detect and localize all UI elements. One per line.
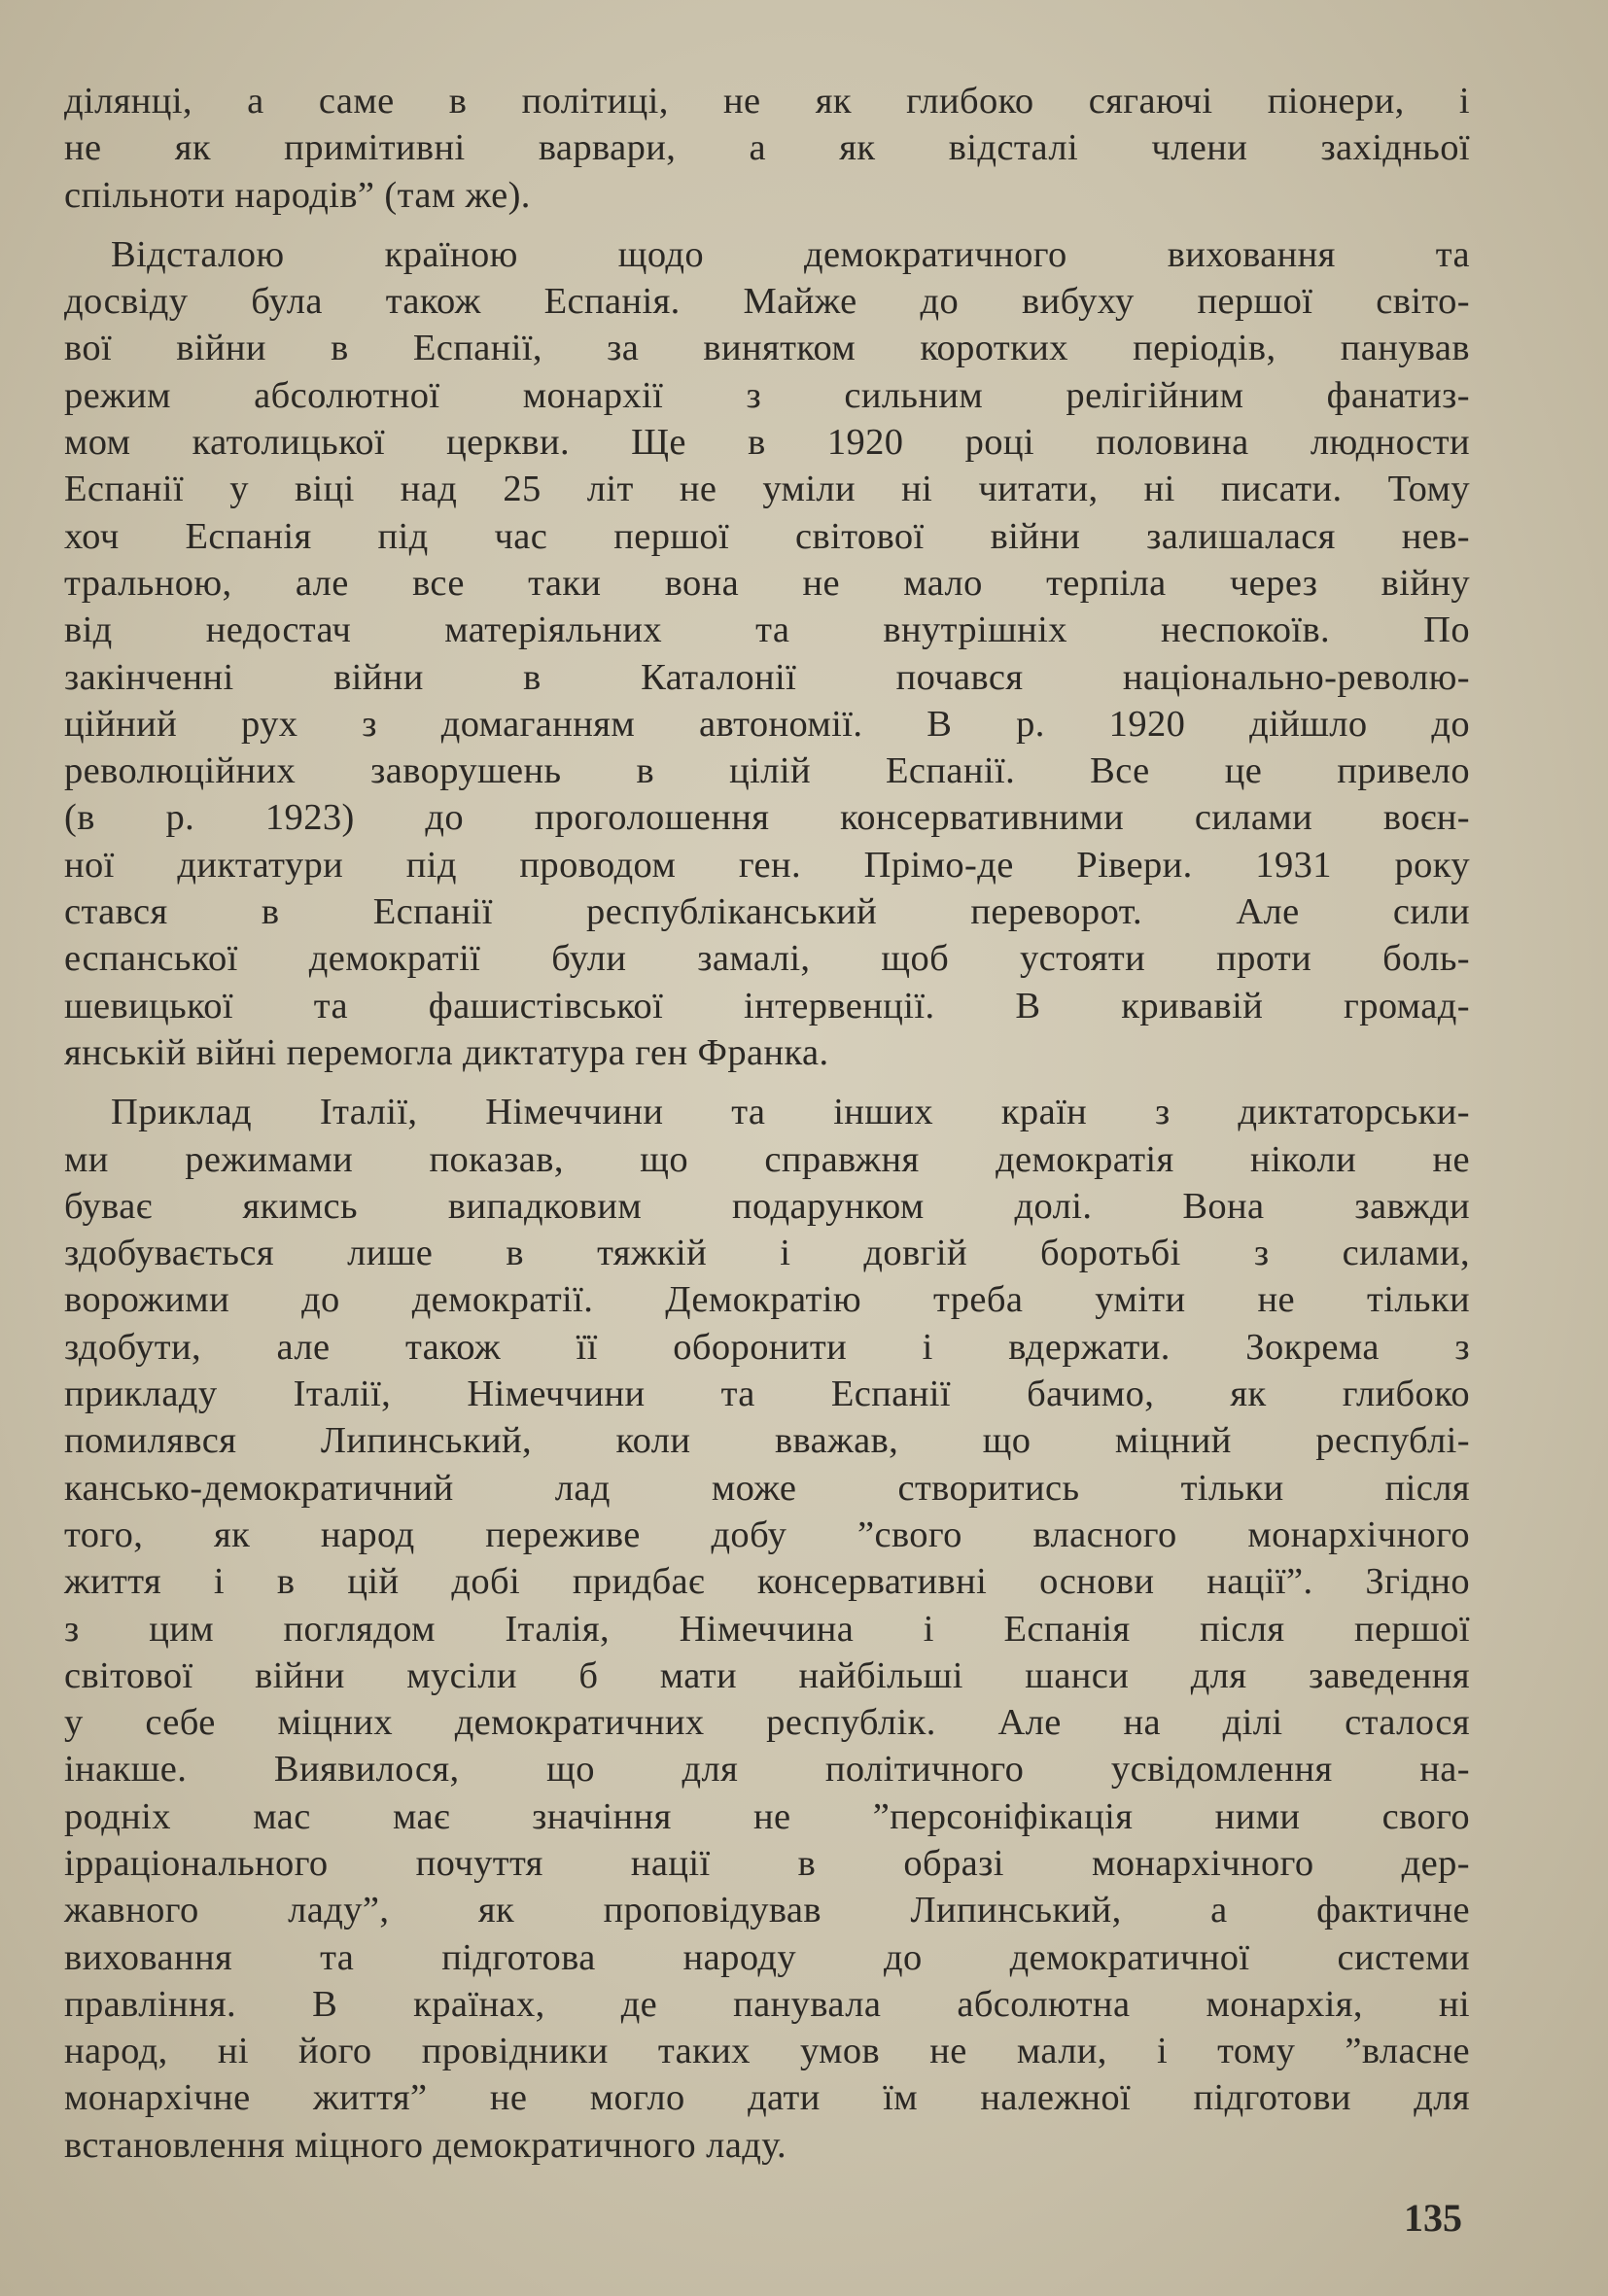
text-line: ційний рух з домаганням автономії. В р. 1920 дійшло до [64, 703, 1470, 745]
text-line: стався в Еспанії республіканський переворот. Але сили [64, 891, 1470, 933]
text-line: досвіду була також Еспанія. Майже до вибуху першої світо- [64, 281, 1470, 323]
text-line: Відсталою країною щодо демократичного виховання та [111, 233, 1470, 275]
text-line: народ, ні його провідники таких умов не мали, і тому ”власне [64, 2031, 1470, 2072]
text-line: спільноти народів” (там же). [64, 174, 531, 216]
text-line: ми режимами показав, що справжня демократія ніколи не [64, 1138, 1470, 1180]
text-line: ірраціонального почуття нації в образі монархічного дер- [64, 1842, 1470, 1884]
text-line: від недостач матеріяльних та внутрішніх неспокоїв. По [64, 609, 1470, 651]
text-line: шевицької та фашистівської інтервенції. В кривавій громад- [64, 985, 1470, 1026]
page-number: 135 [1404, 2196, 1462, 2240]
text-line: з цим поглядом Італія, Німеччина і Еспанія після першої [64, 1608, 1470, 1650]
text-line: буває якимсь випадковим подарунком долі. Вона завжди [64, 1185, 1470, 1227]
text-line: помилявся Липинський, коли вважав, що міцний республі- [64, 1420, 1470, 1462]
text-line: кансько-демократичний лад може створитись тільки після [64, 1467, 1470, 1509]
text-line: тральною, але все таки вона не мало терпіла через війну [64, 562, 1470, 604]
text-line: не як примітивні варвари, а як відсталі члени західньої [64, 127, 1470, 169]
text-line: мом католицької церкви. Ще в 1920 році половина людности [64, 422, 1470, 464]
text-line: Еспанії у віці над 25 літ не уміли ні читати, ні писати. Тому [64, 469, 1470, 510]
text-line: родніх мас має значіння не ”персоніфікація ними свого [64, 1795, 1470, 1837]
text-line: янській війні перемогла диктатура ген Франка. [64, 1031, 829, 1073]
text-line: здобути, але також її оборонити і вдержати. Зокрема з [64, 1326, 1470, 1368]
text-line: ної диктатури під проводом ген. Прімо-де Рівери. 1931 року [64, 844, 1470, 886]
text-line: того, як народ переживе добу ”свого власного монархічного [64, 1513, 1470, 1555]
text-line: життя і в цій добі придбає консервативні основи нації”. Згідно [64, 1561, 1470, 1603]
text-line: інакше. Виявилося, що для політичного усвідомлення на- [64, 1749, 1470, 1791]
text-line: ділянці, а саме в політиці, не як глибоко сягаючі піонери, і [64, 81, 1470, 122]
text-line: світової війни мусіли б мати найбільші шанси для заведення [64, 1654, 1470, 1696]
text-line: революційних заворушень в цілій Еспанії. Все це привело [64, 750, 1470, 792]
text-line: ворожими до демократії. Демократію треба уміти не тільки [64, 1279, 1470, 1321]
text-line: вої війни в Еспанії, за винятком коротких періодів, панував [64, 328, 1470, 369]
text-line: прикладу Італії, Німеччини та Еспанії бачимо, як глибоко [64, 1374, 1470, 1415]
paragraph-3 [64, 1089, 1470, 2169]
text-line: здобувається лише в тяжкій і довгій боротьбі з силами, [64, 1233, 1470, 1274]
text-line: режим абсолютної монархії з сильним релігійним фанатиз- [64, 374, 1470, 416]
text-line: монархічне життя” не могло дати їм належної підготови для [64, 2077, 1470, 2119]
text-line: у себе міцних демократичних республік. Але на ділі сталося [64, 1702, 1470, 1744]
text-line: встановлення міцного демократичного ладу. [64, 2124, 787, 2166]
paragraph-2 [64, 231, 1470, 1076]
paragraph-1 [64, 78, 1470, 219]
text-line: виховання та підготова народу до демократичної системи [64, 1936, 1470, 1978]
text-line: закінченні війни в Каталонії почався національно-револю- [64, 656, 1470, 698]
text-line: Приклад Італії, Німеччини та інших країн з диктаторськи- [111, 1092, 1470, 1133]
text-line: правління. В країнах, де панувала абсолютна монархія, ні [64, 1983, 1470, 2025]
body-text [64, 78, 1470, 2181]
text-line: жавного ладу”, як проповідував Липинський, а фактичне [64, 1890, 1470, 1931]
text-line: еспанської демократії були замалі, щоб устояти проти боль- [64, 938, 1470, 980]
text-line: хоч Еспанія під час першої світової війни залишалася нев- [64, 515, 1470, 557]
text-line: (в р. 1923) до проголошення консервативними силами воєн- [64, 797, 1470, 839]
